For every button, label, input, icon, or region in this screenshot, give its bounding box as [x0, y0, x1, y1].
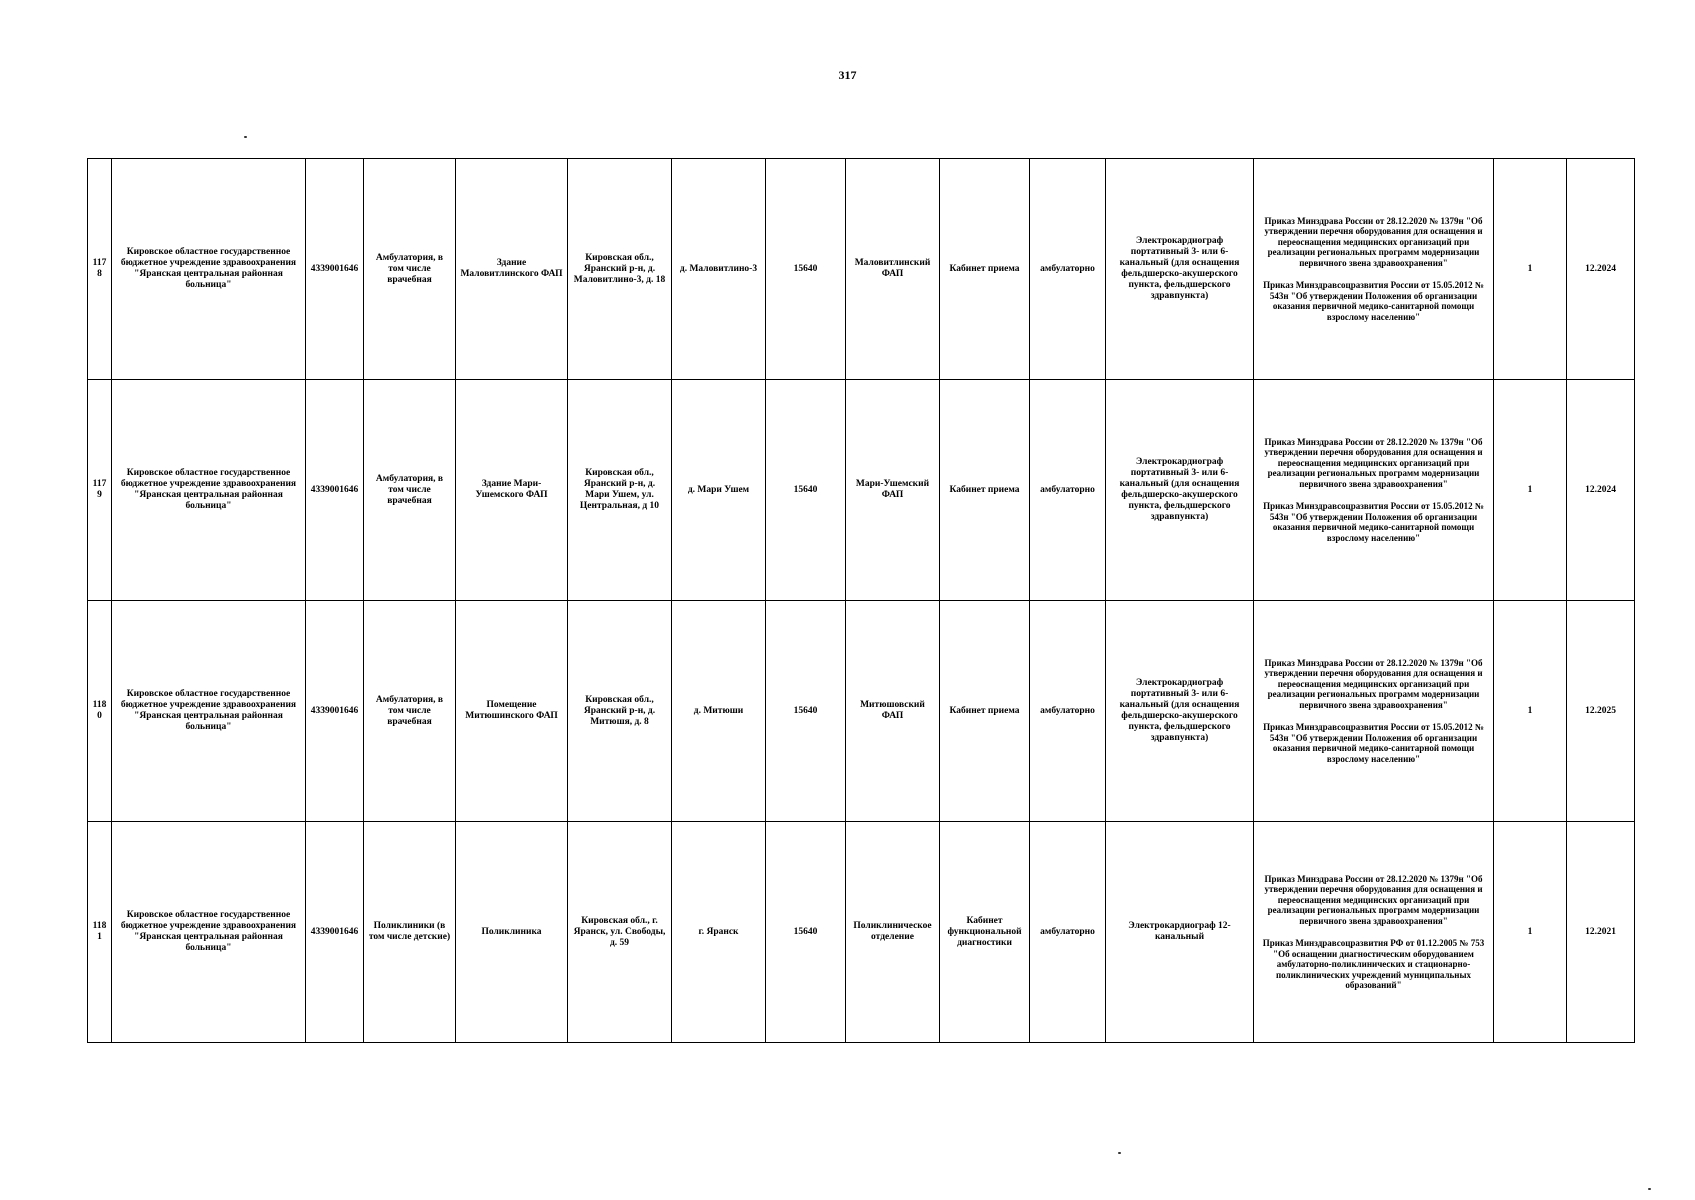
code: 15640 — [766, 822, 846, 1043]
code: 15640 — [766, 601, 846, 822]
page-number: 317 — [838, 68, 857, 82]
equipment-name: Электрокардиограф 12-канальный — [1106, 822, 1254, 1043]
delivery-date: 12.2024 — [1567, 380, 1635, 601]
equipment-name: Электрокардиограф портативный 3- или 6-канальный (для оснащения фельдшерско-акушерского пункта, фельдшерского здравпункта) — [1106, 159, 1254, 380]
organization-name: Кировское областное государственное бюджетное учреждение здравоохранения "Яранская центральная районная больница" — [112, 822, 306, 1043]
delivery-date: 12.2025 — [1567, 601, 1635, 822]
scan-speck — [1118, 1152, 1121, 1154]
normative-order-2: Приказ Минздравсоцразвития России от 15.05.2012 № 543н "Об утверждении Положения об организации оказания первичной медико-санитарной помощи взрослому населению" — [1263, 501, 1484, 543]
unit-name: Маловитлинский ФАП — [846, 159, 940, 380]
building-name: Помещение Митюшинского ФАП — [456, 601, 568, 822]
facility-type: Поликлиники (в том числе детские) — [364, 822, 456, 1043]
normative-order-1: Приказ Минздрава России от 28.12.2020 № 1379н "Об утверждении перечня оборудования для оснащения и переоснащения медицинских организаций при реализации региональных программ модернизации первичного звена здравоохранения" — [1264, 657, 1483, 710]
equipment-registry-table — [87, 158, 1635, 1043]
unit-name: Мари-Ушемский ФАП — [846, 380, 940, 601]
normative-order-2: Приказ Минздравсоцразвития РФ от 01.12.2005 № 753 "Об оснащении диагностическим оборудованием амбулаторно-поликлинических и стационарно-поликлинических учреждений муниципальных образований" — [1262, 938, 1485, 990]
quantity: 1 — [1494, 601, 1567, 822]
care-condition: амбулаторно — [1030, 380, 1106, 601]
normative-order-1: Приказ Минздрава России от 28.12.2020 № 1379н "Об утверждении перечня оборудования для оснащения и переоснащения медицинских организаций при реализации региональных программ модернизации первичного звена здравоохранения" — [1264, 436, 1483, 489]
table-row — [88, 159, 1635, 380]
normative-order-1: Приказ Минздрава России от 28.12.2020 № 1379н "Об утверждении перечня оборудования для оснащения и переоснащения медицинских организаций при реализации региональных программ модернизации первичного звена здравоохранения" — [1264, 215, 1483, 268]
scan-speck — [244, 136, 247, 138]
row-number: 1181 — [88, 822, 112, 1043]
room-name: Кабинет приема — [940, 380, 1030, 601]
room-name: Кабинет функциональной диагностики — [940, 822, 1030, 1043]
table-row — [88, 601, 1635, 822]
row-number: 1180 — [88, 601, 112, 822]
address: Кировская обл., г. Яранск, ул. Свободы, д. 59 — [568, 822, 672, 1043]
quantity: 1 — [1494, 822, 1567, 1043]
row-number: 1179 — [88, 380, 112, 601]
settlement: д. Мари Ушем — [672, 380, 766, 601]
care-condition: амбулаторно — [1030, 601, 1106, 822]
address: Кировская обл., Яранский р-н, д. Митюшя, д. 8 — [568, 601, 672, 822]
settlement: д. Митюши — [672, 601, 766, 822]
facility-type: Амбулатория, в том числе врачебная — [364, 380, 456, 601]
facility-type: Амбулатория, в том числе врачебная — [364, 601, 456, 822]
normative-order-2: Приказ Минздравсоцразвития России от 15.05.2012 № 543н "Об утверждении Положения об организации оказания первичной медико-санитарной помощи взрослому населению" — [1263, 722, 1484, 764]
equipment-name: Электрокардиограф портативный 3- или 6-канальный (для оснащения фельдшерско-акушерского пункта, фельдшерского здравпункта) — [1106, 601, 1254, 822]
building-name: Здание Мари-Ушемского ФАП — [456, 380, 568, 601]
inn: 4339001646 — [306, 380, 364, 601]
care-condition: амбулаторно — [1030, 159, 1106, 380]
equipment-name: Электрокардиограф портативный 3- или 6-канальный (для оснащения фельдшерско-акушерского пункта, фельдшерского здравпункта) — [1106, 380, 1254, 601]
address: Кировская обл., Яранский р-н, д. Мари Ушем, ул. Центральная, д 10 — [568, 380, 672, 601]
normative-order-1: Приказ Минздрава России от 28.12.2020 № 1379н "Об утверждении перечня оборудования для оснащения и переоснащения медицинских организаций при реализации региональных программ модернизации первичного звена здравоохранения" — [1264, 873, 1483, 926]
organization-name: Кировское областное государственное бюджетное учреждение здравоохранения "Яранская центральная районная больница" — [112, 380, 306, 601]
normative-basis — [1254, 601, 1494, 822]
building-name: Поликлиника — [456, 822, 568, 1043]
normative-basis — [1254, 822, 1494, 1043]
quantity: 1 — [1494, 159, 1567, 380]
unit-name: Поликлиническое отделение — [846, 822, 940, 1043]
scan-speck — [1648, 1188, 1651, 1190]
unit-name: Митюшовский ФАП — [846, 601, 940, 822]
quantity: 1 — [1494, 380, 1567, 601]
organization-name: Кировское областное государственное бюджетное учреждение здравоохранения "Яранская центральная районная больница" — [112, 159, 306, 380]
inn: 4339001646 — [306, 822, 364, 1043]
inn: 4339001646 — [306, 601, 364, 822]
table-row — [88, 822, 1635, 1043]
table-row — [88, 380, 1635, 601]
delivery-date: 12.2024 — [1567, 159, 1635, 380]
inn: 4339001646 — [306, 159, 364, 380]
normative-basis — [1254, 159, 1494, 380]
organization-name: Кировское областное государственное бюджетное учреждение здравоохранения "Яранская центральная районная больница" — [112, 601, 306, 822]
delivery-date: 12.2021 — [1567, 822, 1635, 1043]
building-name: Здание Маловитлинского ФАП — [456, 159, 568, 380]
normative-basis — [1254, 380, 1494, 601]
facility-type: Амбулатория, в том числе врачебная — [364, 159, 456, 380]
code: 15640 — [766, 380, 846, 601]
room-name: Кабинет приема — [940, 159, 1030, 380]
room-name: Кабинет приема — [940, 601, 1030, 822]
code: 15640 — [766, 159, 846, 380]
care-condition: амбулаторно — [1030, 822, 1106, 1043]
normative-order-2: Приказ Минздравсоцразвития России от 15.05.2012 № 543н "Об утверждении Положения об организации оказания первичной медико-санитарной помощи взрослому населению" — [1263, 280, 1484, 322]
settlement: д. Маловитлино-3 — [672, 159, 766, 380]
address: Кировская обл., Яранский р-н, д. Маловитлино-3, д. 18 — [568, 159, 672, 380]
settlement: г. Яранск — [672, 822, 766, 1043]
row-number: 1178 — [88, 159, 112, 380]
